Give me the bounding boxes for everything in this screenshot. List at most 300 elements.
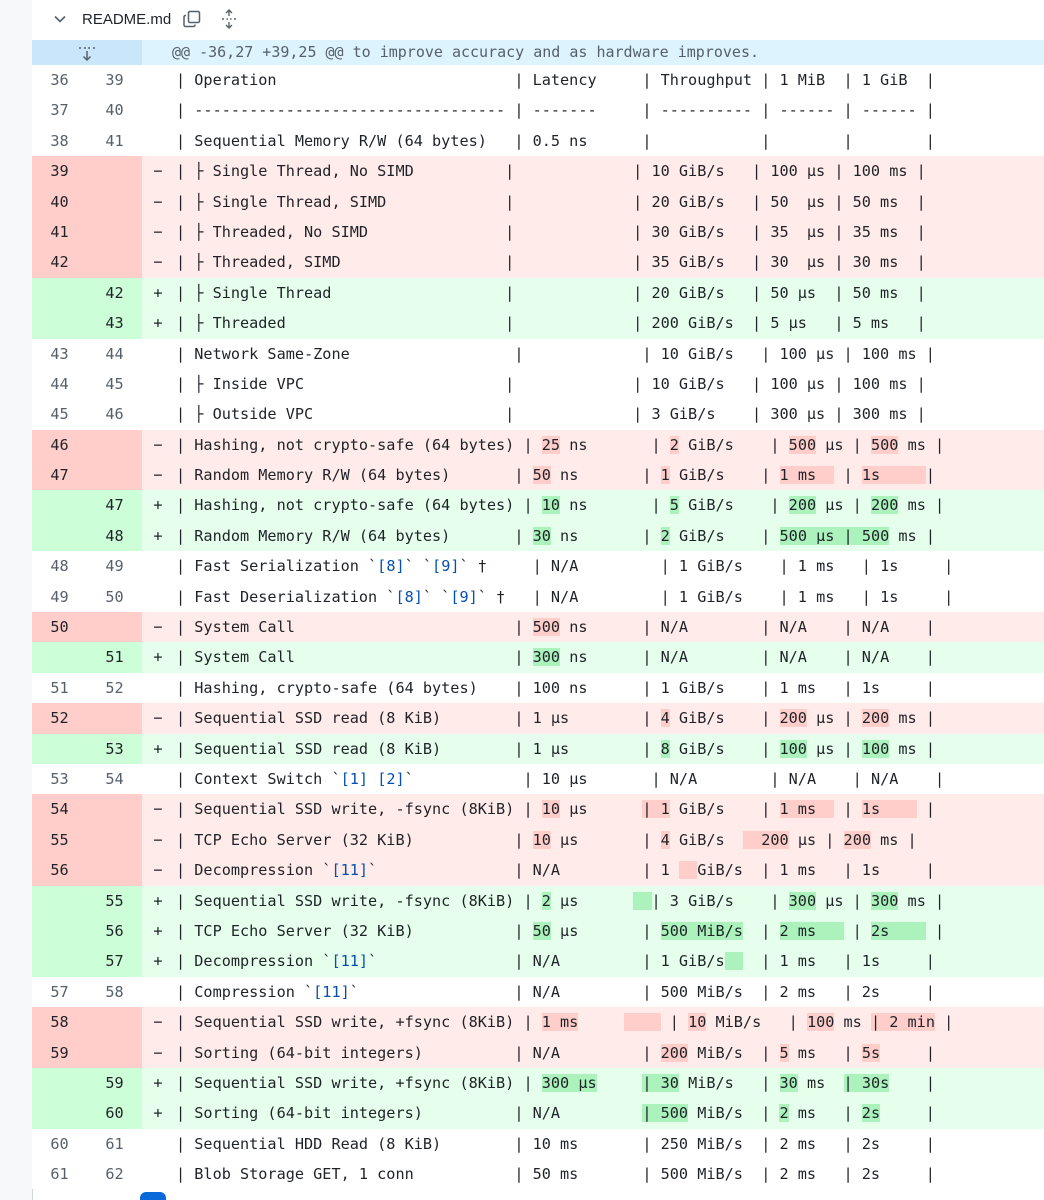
new-line-number[interactable] <box>87 794 142 824</box>
word-highlight: 1 ms <box>779 800 835 819</box>
line-code <box>176 1129 935 1159</box>
code-text: | <box>934 1013 954 1032</box>
old-line-number[interactable] <box>32 642 87 672</box>
context-line <box>32 582 1044 612</box>
context-line <box>32 339 1044 369</box>
reference-link[interactable]: [11] <box>331 952 369 971</box>
word-highlight: 500 MiB/s <box>660 921 743 940</box>
old-line-number[interactable]: 55 <box>32 825 87 855</box>
code-text: | <box>834 800 862 819</box>
code-text: µs | <box>806 709 862 728</box>
old-line-number[interactable]: 57 <box>50 982 69 1001</box>
context-line <box>32 1129 1044 1159</box>
old-line-number[interactable]: 58 <box>32 1007 87 1037</box>
deleted-line <box>32 217 1044 247</box>
plus-marker: + <box>153 1104 163 1123</box>
old-line-number[interactable]: 44 <box>50 374 69 393</box>
old-line-number[interactable] <box>32 278 87 308</box>
new-line-number[interactable]: 43 <box>87 308 142 338</box>
old-line-number[interactable]: 39 <box>32 156 87 186</box>
minus-marker: − <box>153 618 163 637</box>
plus-marker: + <box>153 648 163 667</box>
word-highlight: 300 µs <box>541 1073 597 1092</box>
code-text: | Sorting (64-bit integers) | N/A | <box>176 1043 661 1062</box>
code-text: | <box>843 921 871 940</box>
old-line-number[interactable] <box>32 490 87 520</box>
reference-link[interactable]: [1] <box>340 769 369 788</box>
code-text: | <box>660 1013 689 1032</box>
code-text: µs | <box>816 435 871 454</box>
word-highlight: 200 <box>843 830 871 849</box>
line-code <box>176 551 953 581</box>
added-line <box>32 734 1044 764</box>
code-text: GiB/s | <box>678 435 789 454</box>
code-text: | ├ Outside VPC | | 3 GiB/s | 300 µs | 300 ms | <box>176 405 926 424</box>
code-text: | ├ Single Thread | | 20 GiB/s | 50 µs | 50 ms | <box>176 283 926 302</box>
word-highlight: | 30s <box>843 1073 890 1092</box>
plus-marker: + <box>153 952 163 971</box>
diff-view <box>32 40 1044 1189</box>
code-text: ` ` <box>404 557 433 576</box>
code-text: | Sequential SSD write, +fsync (8KiB) | <box>176 1073 542 1092</box>
added-line <box>32 1098 1044 1128</box>
code-text: GiB/s | <box>669 466 780 485</box>
left-gutter <box>0 0 33 1200</box>
old-line-number[interactable]: 48 <box>50 557 69 576</box>
code-text: ` ` <box>422 587 451 606</box>
code-text: | Sorting (64-bit integers) | N/A <box>176 1104 643 1123</box>
new-line-number[interactable] <box>87 187 142 217</box>
deleted-line <box>32 1038 1044 1068</box>
word-highlight: 300 <box>870 891 899 910</box>
new-line-number[interactable]: 39 <box>105 71 124 89</box>
word-highlight: 1 ms <box>779 466 835 485</box>
code-text: | Sequential SSD write, +fsync (8KiB) | <box>176 1013 542 1032</box>
code-text: | Hashing, not crypto-safe (64 bytes) | <box>176 435 542 454</box>
code-text: ns | N/A | N/A | N/A | <box>560 618 935 637</box>
code-text: | 1 ms | 1s | <box>742 952 935 971</box>
minus-marker: − <box>153 709 163 728</box>
code-text: | System Call | <box>176 618 533 637</box>
added-line <box>32 1068 1044 1098</box>
word-highlight: 2 ms <box>779 921 844 940</box>
code-text: | <box>834 466 862 485</box>
deleted-line <box>32 825 1044 855</box>
code-text: | Sequential Memory R/W (64 bytes) | 0.5 ns | | | | <box>176 131 935 150</box>
deleted-line <box>32 794 1044 824</box>
new-line-number[interactable] <box>87 430 142 460</box>
word-highlight: 200 <box>788 496 817 515</box>
line-code <box>176 308 926 338</box>
new-line-number[interactable] <box>87 825 142 855</box>
code-text: | Context Switch ` <box>176 769 341 788</box>
word-highlight: 4 <box>660 830 670 849</box>
word-highlight: 10 <box>541 800 561 819</box>
old-line-number[interactable]: 41 <box>32 217 87 247</box>
word-highlight: 100 <box>861 739 890 758</box>
old-line-number[interactable]: 52 <box>32 703 87 733</box>
new-line-number[interactable]: 51 <box>87 642 142 672</box>
line-code <box>176 1007 953 1037</box>
deleted-line <box>32 1007 1044 1037</box>
word-highlight: 300 <box>788 891 817 910</box>
context-line <box>32 764 1044 794</box>
word-highlight: 2 <box>660 526 670 545</box>
context-line <box>32 65 1044 95</box>
hunk-header-text: @@ -36,27 +39,25 @@ to improve accuracy and as hardware improves. <box>172 43 759 61</box>
new-line-number[interactable] <box>87 703 142 733</box>
new-line-number[interactable] <box>87 217 142 247</box>
code-text: µs | <box>816 496 871 515</box>
reference-link[interactable]: [2] <box>377 769 405 788</box>
word-highlight: 2s <box>861 1104 881 1123</box>
code-text: | Fast Serialization ` <box>176 557 378 576</box>
word-highlight: 100 <box>806 1013 835 1032</box>
old-line-number[interactable] <box>32 946 87 976</box>
context-line <box>32 126 1044 156</box>
code-text: ms | <box>889 526 935 545</box>
word-highlight: 30 <box>532 526 551 545</box>
word-highlight: 1 <box>660 466 670 485</box>
new-line-number[interactable]: 53 <box>87 734 142 764</box>
new-line-number[interactable]: 46 <box>105 405 124 424</box>
code-text: | Fast Deserialization ` <box>176 587 396 606</box>
plus-marker: + <box>153 526 163 545</box>
word-highlight: 300 <box>532 648 561 667</box>
new-line-number[interactable]: 58 <box>105 982 124 1001</box>
copy-icon[interactable] <box>182 9 202 29</box>
line-code <box>176 946 935 976</box>
code-text: ` | N/A | 500 MiB/s | 2 ms | 2s | <box>349 982 935 1001</box>
old-line-number[interactable] <box>32 521 87 551</box>
word-highlight <box>633 892 651 910</box>
word-highlight: 500 <box>870 435 899 454</box>
code-text: ms <box>797 1073 844 1092</box>
new-line-number[interactable] <box>87 1038 142 1068</box>
minus-marker: − <box>153 222 163 241</box>
word-highlight: 25 <box>541 435 561 454</box>
code-text: µs | <box>806 739 862 758</box>
line-code <box>176 490 944 520</box>
code-text: ` † | N/A | 1 GiB/s | 1 ms | 1s | <box>477 587 954 606</box>
code-text: | Sequential SSD write, -fsync (8KiB) | <box>176 800 542 819</box>
file-name[interactable]: README.md <box>82 11 172 28</box>
code-text: GiB/s | <box>669 526 780 545</box>
word-highlight: 1s <box>861 466 926 485</box>
line-code <box>176 1159 935 1189</box>
code-text: ns | <box>550 466 661 485</box>
old-line-number[interactable]: 49 <box>50 587 69 606</box>
code-text: | ├ Single Thread, SIMD | | 20 GiB/s | 50 µs | 50 ms | <box>176 192 926 211</box>
code-text: GiB/s | <box>669 800 780 819</box>
line-code <box>176 703 935 733</box>
code-text: | <box>880 1043 935 1062</box>
new-line-number[interactable]: 52 <box>105 678 124 697</box>
code-text: | Hashing, not crypto-safe (64 bytes) | <box>176 496 542 515</box>
new-line-number[interactable] <box>87 156 142 186</box>
word-highlight: 10 <box>532 830 551 849</box>
added-line <box>32 490 1044 520</box>
deleted-line <box>32 247 1044 277</box>
line-code <box>176 278 926 308</box>
chevron-down-icon[interactable] <box>52 11 68 27</box>
context-line <box>32 1159 1044 1189</box>
code-text: | 3 GiB/s | <box>651 891 789 910</box>
minus-marker: − <box>153 162 163 181</box>
code-text: GiB/s | <box>669 739 780 758</box>
line-code <box>176 1038 935 1068</box>
line-code <box>176 430 944 460</box>
code-text <box>578 1013 624 1031</box>
line-code <box>176 399 926 429</box>
code-text <box>597 1074 643 1092</box>
line-code <box>176 642 935 672</box>
word-highlight: 100 <box>779 739 807 758</box>
code-text: µs <box>560 800 643 819</box>
code-text: ms | <box>889 739 935 758</box>
old-line-number[interactable]: 50 <box>32 612 87 642</box>
old-line-number[interactable]: 61 <box>50 1165 69 1184</box>
word-highlight: | 2 min <box>870 1013 935 1032</box>
word-highlight: | 1 <box>642 800 670 819</box>
code-text: µs | <box>816 891 871 910</box>
unfold-icon[interactable] <box>77 44 97 62</box>
new-line-number[interactable]: 45 <box>105 374 124 393</box>
old-line-number[interactable] <box>32 1068 87 1098</box>
line-code <box>176 582 953 612</box>
new-line-number[interactable]: 49 <box>105 557 124 576</box>
new-line-number[interactable]: 47 <box>87 490 142 520</box>
new-line-number[interactable]: 40 <box>105 101 124 120</box>
old-line-number[interactable]: 37 <box>50 101 69 120</box>
word-highlight: 8 <box>660 739 670 758</box>
line-code <box>176 916 944 946</box>
old-line-number[interactable]: 53 <box>50 769 69 788</box>
line-code <box>176 1098 935 1128</box>
code-text: | ├ Threaded | | 200 GiB/s | 5 µs | 5 ms | <box>176 314 926 333</box>
code-text: ms | <box>889 709 935 728</box>
reference-link[interactable]: [9] <box>432 557 460 576</box>
code-text: | System Call | <box>176 648 533 667</box>
new-line-number[interactable]: 62 <box>105 1165 124 1184</box>
word-highlight: 200 <box>660 1043 689 1062</box>
code-text: µs <box>550 891 634 910</box>
line-code <box>176 825 917 855</box>
code-text: | Compression ` <box>176 982 314 1001</box>
new-line-number[interactable]: 57 <box>87 946 142 976</box>
context-line <box>32 977 1044 1007</box>
word-highlight <box>624 1013 661 1031</box>
code-text: | Sequential HDD Read (8 KiB) | 10 ms | 250 MiB/s | 2 ms | 2s | <box>176 1134 935 1153</box>
code-text: ns | <box>560 435 670 454</box>
line-code <box>176 977 935 1007</box>
code-text: | Operation | Latency | Throughput | 1 MiB | 1 GiB | <box>176 71 935 89</box>
line-code <box>176 460 935 490</box>
old-line-number[interactable]: 59 <box>32 1038 87 1068</box>
code-text: ms | <box>788 1043 862 1062</box>
line-code <box>176 217 926 247</box>
word-highlight: 30 <box>779 1073 798 1092</box>
deleted-line <box>32 703 1044 733</box>
word-highlight: 50 <box>532 466 551 485</box>
hunk-header <box>32 40 1044 65</box>
line-code <box>176 734 935 764</box>
added-line <box>32 642 1044 672</box>
line-code <box>176 794 935 824</box>
new-line-number[interactable] <box>87 612 142 642</box>
code-text: | Sequential SSD read (8 KiB) | 1 µs | <box>176 739 661 758</box>
word-highlight: 10 <box>541 496 561 515</box>
code-text: | Random Memory R/W (64 bytes) | <box>176 466 533 485</box>
line-code <box>176 673 935 703</box>
minus-marker: − <box>153 192 163 211</box>
new-line-number[interactable]: 55 <box>87 886 142 916</box>
reference-link[interactable]: [11] <box>313 982 350 1001</box>
new-line-number[interactable]: 61 <box>105 1134 124 1153</box>
old-line-number[interactable] <box>32 734 87 764</box>
code-text: µs | <box>550 921 661 940</box>
word-highlight: | 30 <box>642 1073 679 1092</box>
old-line-number[interactable]: 46 <box>32 430 87 460</box>
new-line-number[interactable] <box>87 855 142 885</box>
old-line-number[interactable] <box>32 1098 87 1128</box>
word-highlight: 500 µs | 500 <box>779 526 890 545</box>
deleted-line <box>32 612 1044 642</box>
old-line-number[interactable]: 47 <box>32 460 87 490</box>
old-line-number[interactable]: 60 <box>50 1134 69 1153</box>
code-text: | <box>742 921 780 940</box>
code-text: | Network Same-Zone | | 10 GiB/s | 100 µs | 100 ms | <box>176 344 935 363</box>
code-text: ms | <box>870 830 917 849</box>
minus-marker: − <box>153 1043 163 1062</box>
plus-marker: + <box>153 496 163 515</box>
line-code <box>176 764 944 794</box>
context-line <box>32 369 1044 399</box>
added-line <box>32 946 1044 976</box>
line-code <box>176 247 926 277</box>
code-text: | Sequential SSD read (8 KiB) | 1 µs | <box>176 709 661 728</box>
new-line-number[interactable]: 42 <box>87 278 142 308</box>
code-text: ns | N/A | N/A | N/A | <box>560 648 935 667</box>
old-line-number[interactable]: 54 <box>32 794 87 824</box>
reference-link[interactable]: [9] <box>450 587 478 606</box>
context-line <box>32 399 1044 429</box>
code-text: | ├ Inside VPC | | 10 GiB/s | 100 µs | 100 ms | <box>176 374 926 393</box>
deleted-line <box>32 430 1044 460</box>
old-line-number[interactable]: 38 <box>50 131 69 150</box>
line-code <box>176 156 926 186</box>
word-highlight <box>679 861 697 879</box>
line-code <box>176 612 935 642</box>
code-text: GiB/s | 1 ms | 1s | <box>697 861 935 880</box>
minus-marker: − <box>153 830 163 849</box>
old-line-number[interactable]: 42 <box>32 247 87 277</box>
word-highlight: 2 <box>779 1104 789 1123</box>
code-text: ` | 10 µs | N/A | N/A | N/A | <box>404 769 945 788</box>
code-text: | Sequential SSD write, -fsync (8KiB) | <box>176 891 542 910</box>
added-line <box>32 308 1044 338</box>
word-highlight: 200 <box>861 709 890 728</box>
old-line-number[interactable]: 40 <box>32 187 87 217</box>
code-text: | <box>925 466 936 485</box>
new-line-number[interactable]: 44 <box>105 344 124 363</box>
new-line-number[interactable]: 54 <box>105 769 124 788</box>
code-text: | <box>916 800 935 819</box>
code-text: | Hashing, crypto-safe (64 bytes) | 100 ns | 1 GiB/s | 1 ms | 1s | <box>176 678 935 697</box>
new-line-number[interactable]: 59 <box>87 1068 142 1098</box>
deleted-line <box>32 187 1044 217</box>
code-text: ` | N/A | 1 <box>368 861 679 880</box>
old-line-number[interactable]: 56 <box>32 855 87 885</box>
added-line <box>32 278 1044 308</box>
new-line-number[interactable]: 50 <box>105 587 124 606</box>
new-line-number[interactable]: 60 <box>87 1098 142 1128</box>
reference-link[interactable]: [8] <box>395 587 423 606</box>
comment-badge[interactable] <box>140 1192 166 1200</box>
line-code <box>176 126 935 156</box>
word-highlight: 500 <box>788 435 817 454</box>
plus-marker: + <box>153 314 163 333</box>
plus-marker: + <box>153 739 163 758</box>
code-text: MiB/s | <box>688 1104 780 1123</box>
old-line-number[interactable]: 36 <box>50 71 69 89</box>
code-text: ms | <box>898 496 945 515</box>
old-line-number[interactable]: 51 <box>50 678 69 697</box>
old-line-number[interactable]: 45 <box>50 405 69 424</box>
code-text: ms | <box>898 435 945 454</box>
code-text: | Blob Storage GET, 1 conn | 50 ms | 500 MiB/s | 2 ms | 2s | <box>176 1165 935 1184</box>
word-highlight: 4 <box>660 709 670 728</box>
code-text: ns | <box>560 496 670 515</box>
code-text: | TCP Echo Server (32 KiB) | <box>176 830 533 849</box>
new-line-number[interactable] <box>87 247 142 277</box>
line-code <box>176 369 926 399</box>
minus-marker: − <box>153 1013 163 1032</box>
code-text: | Decompression ` <box>176 861 332 880</box>
code-text: | <box>880 1104 935 1123</box>
word-highlight: 2 <box>541 891 551 910</box>
new-line-number[interactable] <box>87 1007 142 1037</box>
word-highlight: 2s <box>870 921 926 940</box>
code-text: GiB/s <box>669 830 743 849</box>
old-line-number[interactable] <box>32 916 87 946</box>
minus-marker: − <box>153 800 163 819</box>
new-line-number[interactable] <box>87 460 142 490</box>
word-highlight: 2 <box>669 435 679 454</box>
code-text: ns | <box>550 526 661 545</box>
minus-marker: − <box>153 435 163 454</box>
code-text: ` † | N/A | 1 GiB/s | 1 ms | 1s | <box>459 557 954 576</box>
reference-link[interactable]: [11] <box>331 861 369 880</box>
plus-marker: + <box>153 891 163 910</box>
expand-icon[interactable] <box>220 9 238 29</box>
deleted-line <box>32 156 1044 186</box>
old-line-number[interactable]: 43 <box>50 344 69 363</box>
new-line-number[interactable]: 56 <box>87 916 142 946</box>
file-header <box>32 0 1044 41</box>
new-line-number[interactable]: 48 <box>87 521 142 551</box>
old-line-number[interactable] <box>32 308 87 338</box>
code-text: | Random Memory R/W (64 bytes) | <box>176 526 533 545</box>
context-line <box>32 95 1044 125</box>
old-line-number[interactable] <box>32 886 87 916</box>
new-line-number[interactable]: 41 <box>105 131 124 150</box>
reference-link[interactable]: [8] <box>377 557 405 576</box>
deleted-line <box>32 460 1044 490</box>
word-highlight: 200 <box>870 496 899 515</box>
code-text: MiB/s | <box>706 1013 807 1032</box>
plus-marker: + <box>153 1073 163 1092</box>
